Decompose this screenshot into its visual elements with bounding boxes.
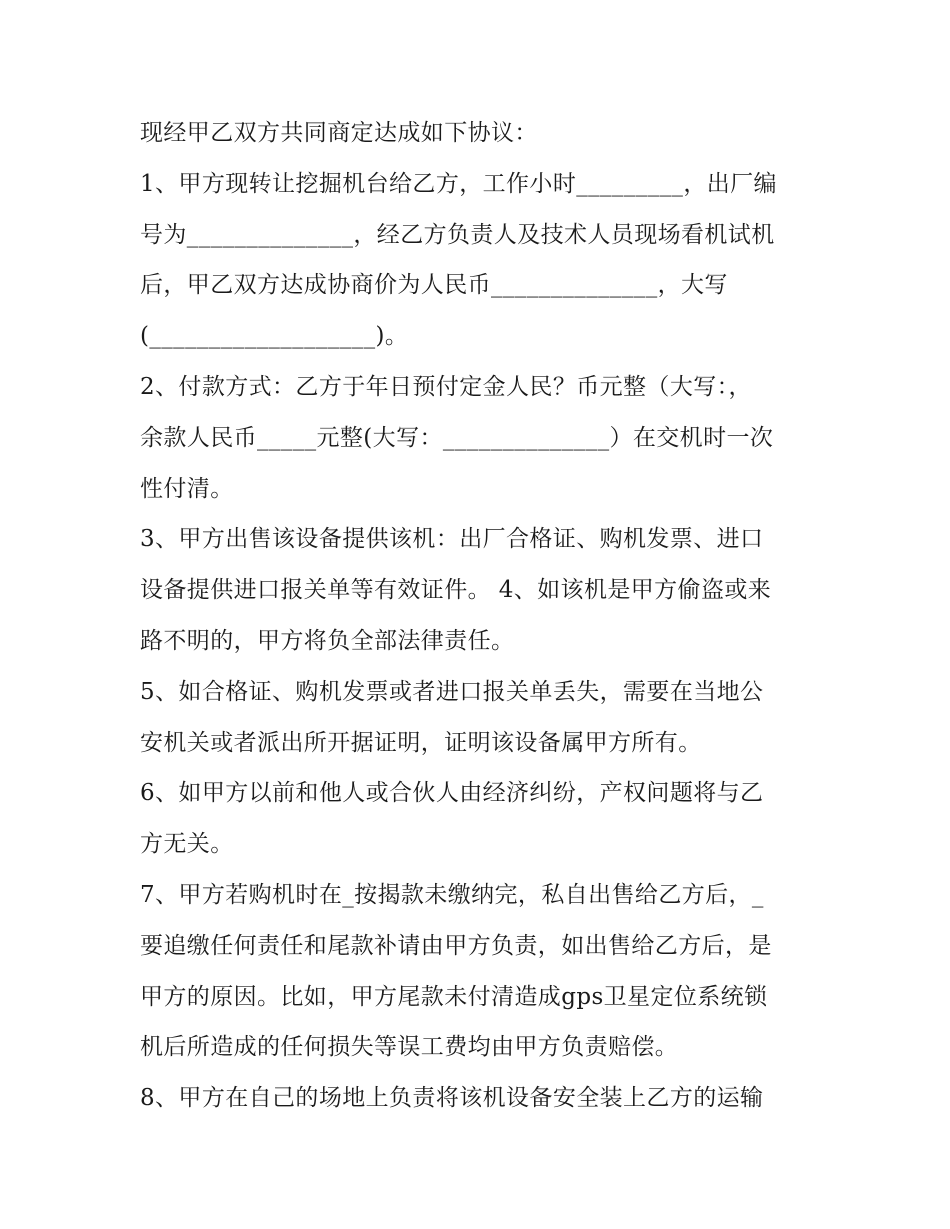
clause-8-line-1: 8、甲方在自己的场地上负责将该机设备安全装上乙方的运输 [140, 1085, 764, 1112]
clause-6-line-1: 6、如甲方以前和他人或合伙人由经济纠纷，产权问题将与乙 [140, 780, 764, 807]
clause-5-line-2: 安机关或者派出所开据证明，证明该设备属甲方所有。 [140, 729, 702, 756]
clause-5-line-1: 5、如合格证、购机发票或者进口报关单丢失，需要在当地公 [140, 678, 764, 705]
clause-1-line-1: 1、甲方现转让挖掘机台给乙方，工作小时_________，出厂编 [140, 170, 777, 197]
clause-7-line-3: 甲方的原因。比如，甲方尾款未付清造成gps卫星定位系统锁 [140, 983, 768, 1010]
clause-4-line-2: 路不明的，甲方将负全部法律责任。 [140, 627, 515, 654]
clause-1-line-3: 后，甲乙双方达成协商价为人民币______________，大写 [140, 272, 728, 299]
clause-2-line-3: 性付清。 [140, 475, 234, 502]
clause-3-4-line: 设备提供进口报关单等有效证件。 4、如该机是甲方偷盗或来 [140, 577, 772, 604]
clause-7-line-1: 7、甲方若购机时在_按揭款未缴纳完，私自出售给乙方后，_ [140, 881, 764, 908]
clause-1-line-2: 号为______________，经乙方负责人及技术人员现场看机试机 [140, 221, 775, 248]
intro-line: 现经甲乙双方共同商定达成如下协议： [140, 120, 538, 146]
clause-7-line-4: 机后所造成的任何损失等误工费均由甲方负责赔偿。 [140, 1034, 679, 1061]
clause-2-line-2: 余款人民币_____元整(大写：______________）在交机时一次 [140, 424, 774, 451]
agreement-text [140, 108, 812, 1124]
clause-6-line-2: 方无关。 [140, 831, 234, 858]
clause-1-line-4: (___________________)。 [140, 323, 409, 350]
clause-3-line-1: 3、甲方出售该设备提供该机：出厂合格证、购机发票、进口 [140, 526, 764, 553]
clause-7-line-2: 要追缴任何责任和尾款补请由甲方负责，如出售给乙方后，是 [140, 932, 772, 959]
clause-2-line-1: 2、付款方式：乙方于年日预付定金人民？币元整（大写：， [140, 373, 752, 400]
